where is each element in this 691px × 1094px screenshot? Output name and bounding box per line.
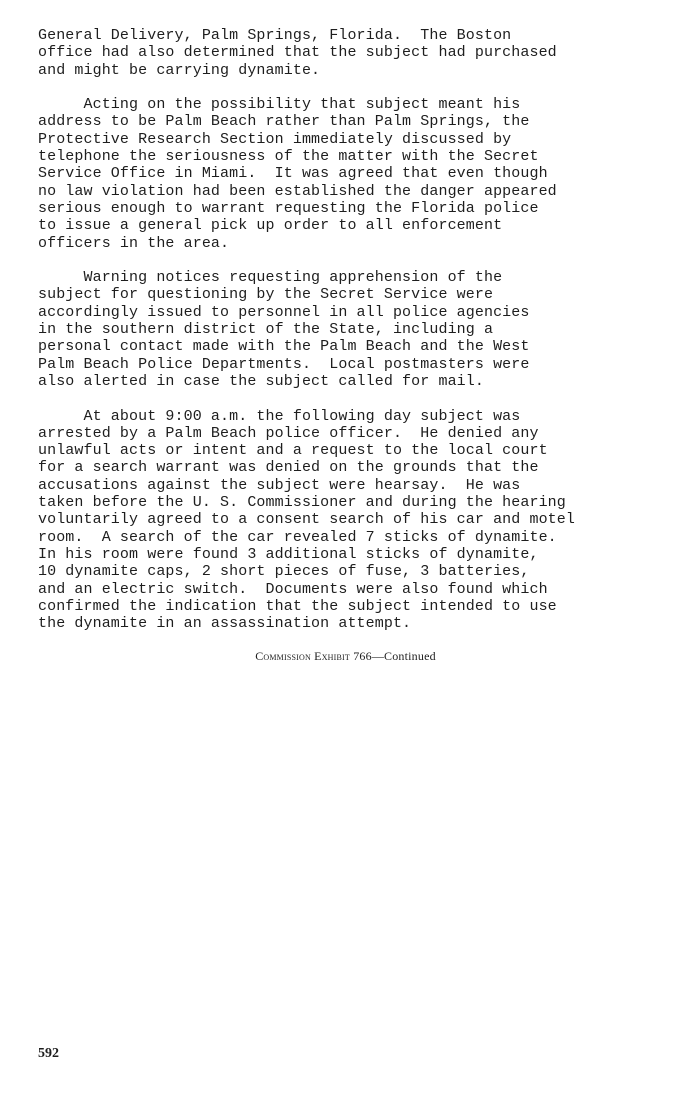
text-line: room. A search of the car revealed 7 sticks of dynamite.	[38, 528, 557, 546]
text-line: taken before the U. S. Commissioner and during the hearing	[38, 494, 566, 512]
text-line: At about 9:00 a.m. the following day subject was	[38, 407, 521, 425]
text-line: Palm Beach Police Departments. Local postmasters were	[38, 355, 530, 373]
text-line: in the southern district of the State, including a	[38, 321, 494, 339]
paragraph	[38, 408, 663, 633]
text-line: office had also determined that the subject had purchased	[38, 44, 557, 62]
text-line: arrested by a Palm Beach police officer. He denied any	[38, 424, 539, 442]
text-line: and an electric switch. Documents were also found which	[38, 580, 548, 598]
paragraph	[38, 96, 663, 252]
text-line: unlawful acts or intent and a request to the local court	[38, 442, 548, 460]
text-line: telephone the seriousness of the matter with the Secret	[38, 148, 539, 166]
text-line: and might be carrying dynamite.	[38, 61, 321, 79]
exhibit-caption	[0, 649, 691, 664]
text-line: to issue a general pick up order to all enforcement	[38, 217, 503, 235]
exhibit-caption-label: Commission Exhibit 766	[255, 649, 372, 663]
text-line: In his room were found 3 additional sticks of dynamite,	[38, 545, 539, 563]
paragraph	[38, 27, 663, 79]
text-line: also alerted in case the subject called for mail.	[38, 372, 484, 390]
text-line: voluntarily agreed to a consent search of his car and motel	[38, 511, 575, 529]
text-line: Warning notices requesting apprehension of the	[38, 269, 503, 287]
text-line: 10 dynamite caps, 2 short pieces of fuse, 3 batteries,	[38, 563, 530, 581]
text-line: serious enough to warrant requesting the Florida police	[38, 199, 539, 217]
text-line: the dynamite in an assassination attempt.	[38, 615, 412, 633]
text-line: for a search warrant was denied on the grounds that the	[38, 459, 539, 477]
body-text	[38, 27, 663, 650]
text-line: officers in the area.	[38, 234, 230, 252]
paragraph	[38, 269, 663, 390]
text-line: accusations against the subject were hearsay. He was	[38, 476, 521, 494]
text-line: subject for questioning by the Secret Service were	[38, 286, 494, 304]
text-line: Service Office in Miami. It was agreed that even though	[38, 165, 548, 183]
text-line: Protective Research Section immediately discussed by	[38, 130, 512, 148]
text-line: General Delivery, Palm Springs, Florida. The Boston	[38, 27, 512, 44]
text-line: accordingly issued to personnel in all police agencies	[38, 303, 530, 321]
text-line: confirmed the indication that the subject intended to use	[38, 597, 557, 615]
text-line: no law violation had been established the danger appeared	[38, 182, 557, 200]
page-number: 592	[38, 1046, 59, 1061]
text-line: Acting on the possibility that subject meant his	[38, 96, 521, 114]
text-line: address to be Palm Beach rather than Palm Springs, the	[38, 113, 530, 131]
text-line: personal contact made with the Palm Beach and the West	[38, 338, 530, 356]
exhibit-caption-suffix: —Continued	[371, 649, 436, 663]
